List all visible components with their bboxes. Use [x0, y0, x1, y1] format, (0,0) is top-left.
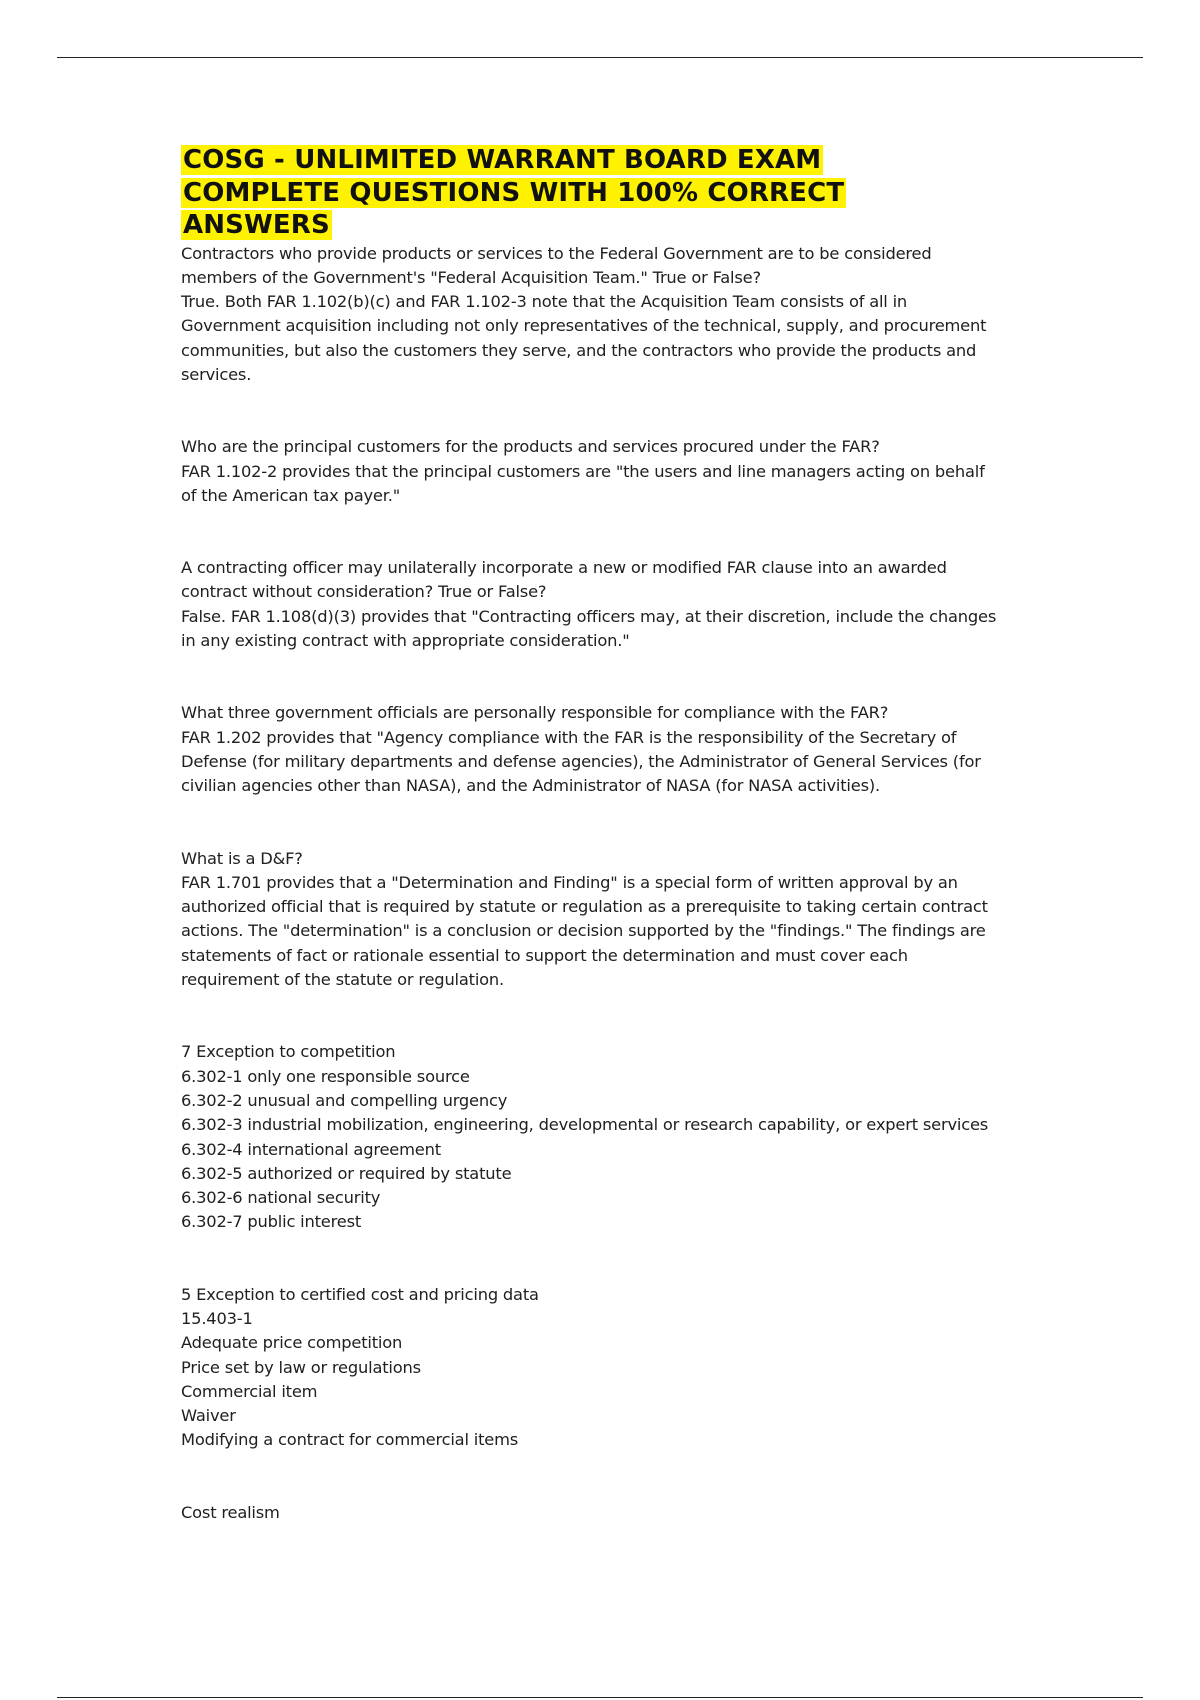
text-line: civilian agencies other than NASA), and the Administrator of NASA (for NASA activities).: [181, 776, 880, 796]
text-line: 6.302-7 public interest: [181, 1212, 362, 1232]
section-spacer: [181, 653, 1021, 701]
document-title: [181, 144, 1021, 242]
title-line-1: COSG - UNLIMITED WARRANT BOARD EXAM: [183, 145, 822, 175]
text-line: 6.302-2 unusual and compelling urgency: [181, 1090, 508, 1110]
section-spacer: [181, 387, 1021, 435]
qa-section-cost-realism: [181, 1501, 1021, 1525]
text-line: requirement of the statute or regulation.: [181, 970, 505, 990]
qa-section-officials: [181, 701, 1021, 798]
text-line: Government acquisition including not only representatives of the technical, supply, and procurement: [181, 316, 987, 336]
qa-section-acquisition-team: [181, 242, 1021, 388]
text-line: actions. The "determination" is a conclusion or decision supported by the "findings." The findings are: [181, 921, 986, 941]
bottom-rule: [57, 1697, 1143, 1698]
text-line: What is a D&F?: [181, 848, 303, 868]
text-line: authorized official that is required by statute or regulation as a prerequisite to taking certain contract: [181, 897, 988, 917]
text-line: members of the Government's "Federal Acquisition Team." True or False?: [181, 267, 761, 287]
text-line: Who are the principal customers for the products and services procured under the FAR?: [181, 437, 880, 457]
section-spacer: [181, 992, 1021, 1040]
text-line: True. Both FAR 1.102(b)(c) and FAR 1.102-3 note that the Acquisition Team consists of all in: [181, 292, 908, 312]
text-line: 6.302-1 only one responsible source: [181, 1066, 470, 1086]
section-spacer: [181, 799, 1021, 847]
section-spacer: [181, 1235, 1021, 1283]
text-line: Waiver: [181, 1406, 236, 1426]
text-line: What three government officials are personally responsible for compliance with the FAR?: [181, 703, 889, 723]
text-line: 15.403-1: [181, 1309, 253, 1328]
text-line: contract without consideration? True or False?: [181, 582, 547, 602]
title-line-3: ANSWERS: [183, 210, 330, 240]
text-line: statements of fact or rationale essential to support the determination and must cover each: [181, 945, 908, 965]
text-line: in any existing contract with appropriate consideration.": [181, 631, 630, 651]
qa-section-principal-customers: [181, 435, 1021, 508]
text-line: A contracting officer may unilaterally incorporate a new or modified FAR clause into an awarded: [181, 558, 947, 578]
text-line: 6.302-4 international agreement: [181, 1139, 441, 1159]
text-line: 7 Exception to competition: [181, 1042, 396, 1062]
title-line-2: COMPLETE QUESTIONS WITH 100% CORRECT: [183, 177, 845, 208]
text-line: FAR 1.701 provides that a "Determination and Finding" is a special form of written approval by an: [181, 872, 958, 892]
text-line: of the American tax payer.": [181, 485, 401, 505]
text-line: services.: [181, 364, 252, 384]
qa-section-d-and-f: [181, 847, 1021, 993]
text-line: Contractors who provide products or services to the Federal Government are to be considered: [181, 243, 932, 263]
text-line: 5 Exception to certified cost and pricing data: [181, 1284, 539, 1304]
qa-section-competition-exceptions: [181, 1040, 1021, 1234]
qa-section-cost-pricing-exceptions: [181, 1283, 1021, 1453]
text-line: 6.302-5 authorized or required by statute: [181, 1163, 512, 1183]
text-line: Commercial item: [181, 1381, 318, 1401]
document-page: [181, 144, 1021, 1525]
text-line: 6.302-3 industrial mobilization, engineering, developmental or research capability, or expert services: [181, 1115, 989, 1135]
text-line: communities, but also the customers they serve, and the contractors who provide the products and: [181, 340, 977, 360]
document-body: [181, 242, 1021, 1526]
text-line: False. FAR 1.108(d)(3) provides that "Contracting officers may, at their discretion, include the changes: [181, 606, 997, 626]
section-spacer: [181, 508, 1021, 556]
text-line: Price set by law or regulations: [181, 1357, 421, 1377]
text-line: 6.302-6 national security: [181, 1188, 381, 1208]
text-line: Modifying a contract for commercial items: [181, 1430, 519, 1450]
text-line: Cost realism: [181, 1502, 280, 1522]
top-rule: [57, 57, 1143, 58]
qa-section-far-clause: [181, 556, 1021, 653]
section-spacer: [181, 1453, 1021, 1501]
text-line: Defense (for military departments and defense agencies), the Administrator of General Services (for: [181, 751, 981, 771]
text-line: FAR 1.102-2 provides that the principal customers are "the users and line managers acting on behalf: [181, 461, 985, 481]
text-line: FAR 1.202 provides that "Agency compliance with the FAR is the responsibility of the Secretary of: [181, 727, 957, 747]
text-line: Adequate price competition: [181, 1333, 403, 1353]
